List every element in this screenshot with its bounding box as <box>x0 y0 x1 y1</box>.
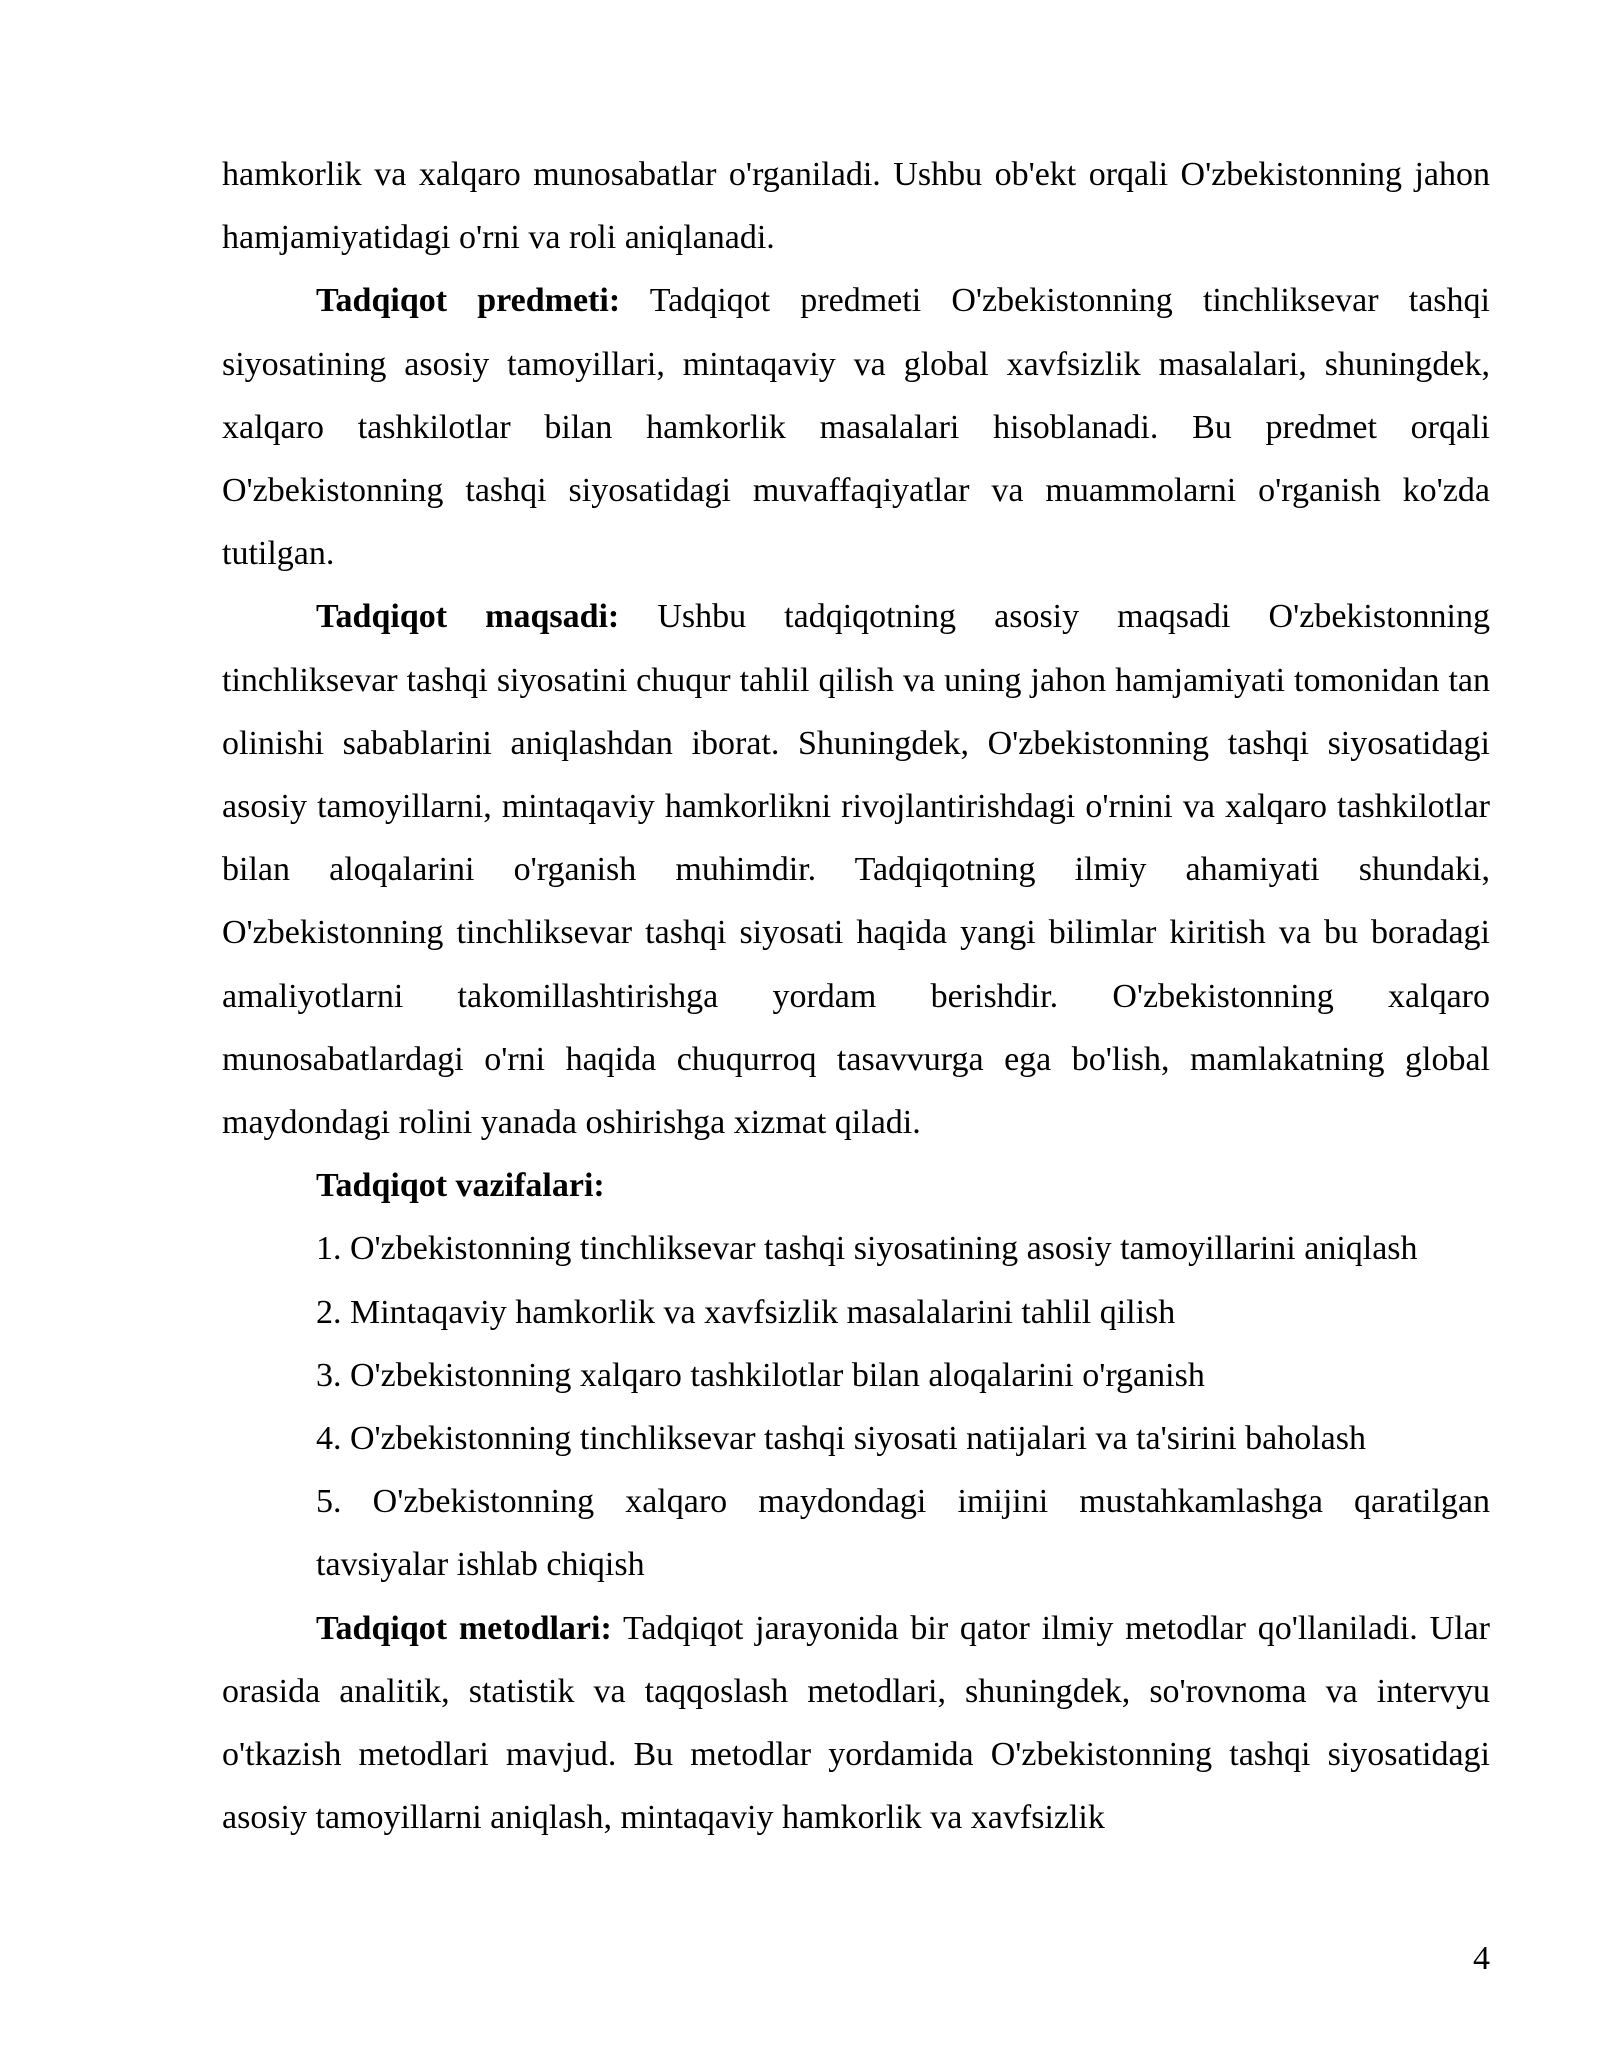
intro-paragraph: hamkorlik va xalqaro munosabatlar o'rganiladi. Ushbu ob'ekt orqali O'zbekistonning jahon hamjamiyatidagi o'rni va roli aniqlanadi. <box>222 156 1490 257</box>
subject-heading: Tadqiqot predmeti: <box>316 282 621 320</box>
task-item-4: 4. O'zbekistonning tinchliksevar tashqi siyosati natijalari va ta'sirini baholash <box>316 1420 1366 1458</box>
subject-text: Tadqiqot predmeti O'zbekistonning tinchliksevar tashqi siyosatining asosiy tamoyillari, mintaqaviy va global xavfsizlik masalalari, shuningdek, xalqaro tashkilotlar bilan hamkorlik masalalari hisoblanadi. Bu predmet orqali O'zbekistonning tashqi siyosatidagi muvaffaqiyatlar va muammolarni o'rganish ko'zda tutilgan. <box>222 282 1490 573</box>
tasks-list <box>222 1217 1490 1596</box>
methods-text: Tadqiqot jarayonida bir qator ilmiy metodlar qo'llaniladi. Ular orasida analitik, statistik va taqqoslash metodlari, shuningdek, so'rovnoma va intervyu o'tkazish metodlari mavjud. Bu metodlar yordamida O'zbekistonning tashqi siyosatidagi asosiy tamoyillarni aniqlash, mintaqaviy hamkorlik va xavfsizlik <box>222 1609 1490 1837</box>
tasks-heading-paragraph <box>222 1154 1490 1217</box>
task-item-1: 1. O'zbekistonning tinchliksevar tashqi siyosatining asosiy tamoyillarini aniqlash <box>316 1230 1418 1268</box>
goal-paragraph <box>222 585 1490 1154</box>
task-item-2: 2. Mintaqaviy hamkorlik va xavfsizlik masalalarini tahlil qilish <box>316 1293 1176 1331</box>
document-body <box>222 143 1490 1849</box>
goal-heading: Tadqiqot maqsadi: <box>316 598 620 636</box>
methods-heading: Tadqiqot metodlari: <box>316 1609 612 1647</box>
tasks-heading: Tadqiqot vazifalari: <box>316 1167 605 1205</box>
methods-paragraph <box>222 1597 1490 1850</box>
page-number: 4 <box>1473 1940 1490 1977</box>
subject-paragraph <box>222 269 1490 585</box>
goal-text: Ushbu tadqiqotning asosiy maqsadi O'zbekistonning tinchliksevar tashqi siyosatini chuqur tahlil qilish va uning jahon hamjamiyati tomonidan tan olinishi sabablarini aniqlashdan iborat. Shuningdek, O'zbekistonning tashqi siyosatidagi asosiy tamoyillarni, mintaqaviy hamkorlikni rivojlantirishdagi o'rnini va xalqaro tashkilotlar bilan aloqalarini o'rganish muhimdir. Tadqiqotning ilmiy ahamiyati shundaki, O'zbekistonning tinchliksevar tashqi siyosati haqida yangi bilimlar kiritish va bu boradagi amaliyotlarni takomillashtirishga yordam berishdir. O'zbekistonning xalqaro munosabatlardagi o'rni haqida chuqurroq tasavvurga ega bo'lish, mamlakatning global maydondagi rolini yanada oshirishga xizmat qiladi. <box>222 598 1490 1142</box>
task-item-3: 3. O'zbekistonning xalqaro tashkilotlar bilan aloqalarini o'rganish <box>316 1356 1205 1394</box>
task-item-5: 5. O'zbekistonning xalqaro maydondagi imijini mustahkamlashga qaratilgan tavsiyalar ishlab chiqish <box>316 1483 1490 1584</box>
